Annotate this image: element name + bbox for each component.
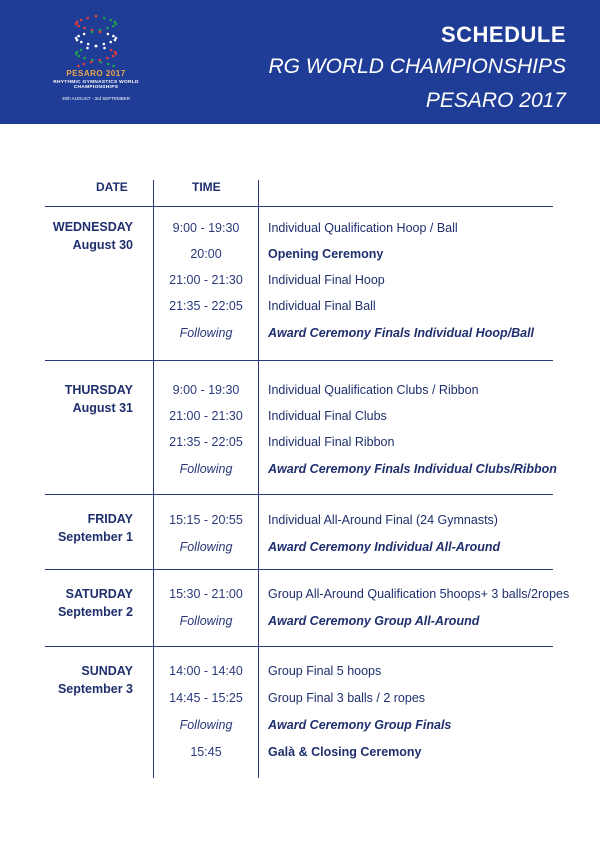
divider-time-event [258,180,259,778]
logo-rhythmic: RHYTHMIC GYMNASTICS WORLD CHAMPIONSHIPS [53,80,139,90]
logo-dot [80,19,83,22]
logo-dot [75,23,78,26]
session-time: Following [179,326,233,340]
day-label [58,510,133,546]
logo-dot [112,35,115,38]
logo-dot [103,17,106,20]
session-time: 15:45 [190,745,222,759]
session-time: 21:35 - 22:05 [169,299,243,313]
session-event: Individual Qualification Hoop / Ball [268,221,458,235]
session-event: Individual Final Ball [268,299,376,313]
day-date: August 31 [72,401,133,415]
session-time: Following [179,540,233,554]
logo-dot [109,41,112,44]
day-name: SUNDAY [81,664,133,678]
logo-dot [99,31,102,34]
logo-dot [90,61,93,64]
logo-dot [94,45,97,48]
logo-dot [90,31,93,34]
session-time: 15:30 - 21:00 [169,587,243,601]
day-name: THURSDAY [64,383,133,397]
session-time: 9:00 - 19:30 [172,221,240,235]
title-pesaro: PESARO 2017 [425,89,566,112]
logo-dot [112,55,115,58]
logo-dot [95,15,98,18]
logo-dot [86,47,89,50]
session-event: Group Final 3 balls / 2 ropes [268,691,426,705]
rule-after-thursday [45,494,553,495]
logo-dot [77,65,80,68]
day-name: FRIDAY [87,512,133,526]
logo-dot [107,33,110,36]
helix-logo-icon [40,14,152,70]
logo-dot [80,41,83,44]
logo-dot [87,43,90,46]
day-date: September 1 [57,530,133,544]
session-time: 9:00 - 19:30 [172,383,240,397]
logo-dot [77,35,80,38]
session-time: 21:35 - 22:05 [169,435,243,449]
day-name: WEDNESDAY [52,220,133,234]
logo-dates: 30th AUGUST - 3rd SEPTEMBER [62,96,130,101]
logo-dot [110,19,113,22]
session-time: Following [179,614,233,628]
session-time: Following [179,462,233,476]
session-event: Individual Qualification Clubs / Ribbon [268,383,479,397]
logo-dot [112,65,115,68]
session-time: 21:00 - 21:30 [169,409,243,423]
logo-dot [112,25,115,28]
rule-after-friday [45,569,553,570]
divider-date-time [153,180,154,778]
session-event: Award Ceremony Group Finals [268,718,452,732]
logo-dot [103,43,106,46]
rule-after-wednesday [45,360,553,361]
session-time: 14:45 - 15:25 [169,691,243,705]
championship-logo [40,14,152,114]
session-event: Award Ceremony Group All-Around [268,614,480,628]
session-time: 20:00 [190,247,222,261]
logo-dot [76,39,79,42]
session-event: Award Ceremony Finals Individual Clubs/Ribbon [268,462,557,476]
logo-dot [115,23,118,26]
schedule-title: SCHEDULE [440,22,566,47]
logo-dot [77,25,80,28]
header-banner [0,0,600,124]
session-event: Galà & Closing Ceremony [268,745,422,759]
logo-dot [99,61,102,64]
session-event: Opening Ceremony [268,247,384,261]
session-time: 14:00 - 14:40 [169,664,243,678]
day-name: SATURDAY [65,587,133,601]
session-event: Individual All-Around Final (24 Gymnasts) [268,513,498,527]
session-event: Individual Final Hoop [268,273,385,287]
logo-dot [110,49,113,52]
column-header-date: DATE [96,180,128,194]
day-label [58,662,133,698]
column-header-time: TIME [192,180,221,194]
header-rule [45,206,553,207]
session-time: 15:15 - 20:55 [169,513,243,527]
logo-dot [83,33,86,36]
session-event: Individual Final Ribbon [268,435,395,449]
logo-dot [83,27,86,30]
logo-dot [106,27,109,30]
rule-after-saturday [45,646,553,647]
day-date: September 3 [57,682,133,696]
day-label [58,585,133,621]
logo-dot [87,17,90,20]
session-event: Group All-Around Qualification 5hoops+ 3 balls/2ropes [268,587,570,601]
session-event: Individual Final Clubs [268,409,387,423]
logo-dot [103,47,106,50]
day-label [53,218,133,254]
title-championships: RG WORLD CHAMPIONSHIPS [268,55,566,78]
logo-dot [115,53,118,56]
day-date: August 30 [72,238,133,252]
day-label [65,381,133,417]
logo-dot [107,63,110,66]
logo-dot [75,53,78,56]
logo-dot [78,55,81,58]
session-time: Following [179,718,233,732]
logo-dot [106,57,109,60]
logo-dot [83,63,86,66]
session-time: 21:00 - 21:30 [169,273,243,287]
logo-dot [83,57,86,60]
logo-pesaro: PESARO 2017 [66,69,126,78]
session-event: Award Ceremony Finals Individual Hoop/Ball [268,326,535,340]
session-event: Award Ceremony Individual All-Around [268,540,501,554]
logo-dot [114,39,117,42]
day-date: September 2 [57,605,133,619]
logo-dot [80,49,83,52]
session-event: Group Final 5 hoops [268,664,382,678]
